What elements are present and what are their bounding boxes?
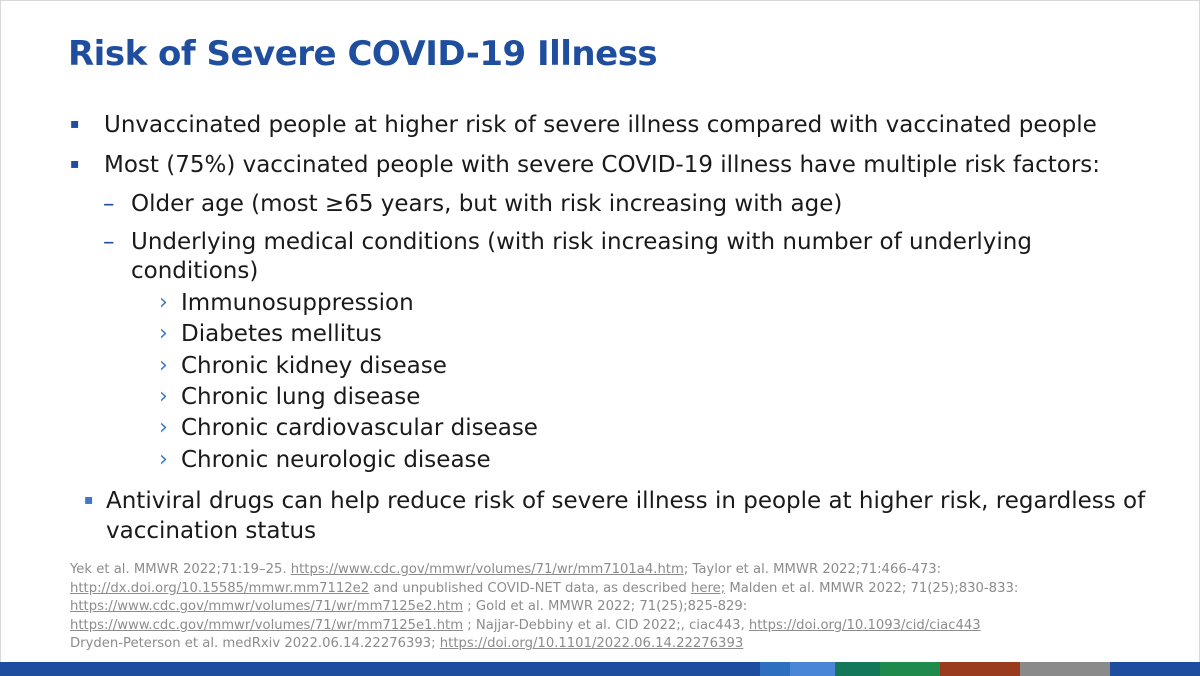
- square-bullet-icon: ▪: [70, 116, 80, 132]
- condition-label: Diabetes mellitus: [181, 321, 382, 347]
- reference-link[interactable]: https://www.cdc.gov/mmwr/volumes/71/wr/mm7101a4.htm: [290, 562, 684, 577]
- sub-bullet-text-line2: conditions): [131, 258, 259, 284]
- condition-item: [159, 413, 538, 443]
- square-bullet-icon: ▪: [84, 492, 94, 508]
- footer-bar-segment: [1110, 662, 1200, 676]
- condition-item: [159, 288, 414, 318]
- footer-bar-segment: [0, 662, 760, 676]
- bullet-text: Unvaccinated people at higher risk of severe illness compared with vaccinated people: [104, 112, 1097, 138]
- reference-line: [70, 635, 1150, 654]
- bullet-antivirals-cont: [106, 516, 316, 546]
- condition-item: [159, 382, 421, 412]
- reference-text: Dryden-Peterson et al. medRxiv 2022.06.14.22276393;: [70, 636, 440, 652]
- reference-link[interactable]: https://www.cdc.gov/mmwr/volumes/71/wr/mm7125e1.htm: [70, 617, 464, 633]
- condition-label: Chronic lung disease: [181, 384, 421, 410]
- footer-bar-segment: [1020, 662, 1110, 676]
- condition-item: [159, 445, 491, 475]
- footer-bar-segment: [760, 662, 790, 676]
- footer-bar-segment: [790, 662, 835, 676]
- footer-bar-segment: [940, 662, 1020, 676]
- reference-text: and unpublished COVID-NET data, as described: [369, 580, 691, 596]
- sub-bullet-text: Older age (most ≥65 years, but with risk increasing with age): [131, 191, 843, 217]
- bullet-text-line2: vaccination status: [106, 518, 317, 544]
- footer-bar-segment: [835, 662, 880, 676]
- chevron-right-icon: ›: [159, 353, 168, 378]
- footer-color-bar: [0, 662, 1200, 676]
- reference-text: ; Gold et al. MMWR 2022; 71(25);825-829:: [463, 599, 748, 615]
- reference-link[interactable]: http://dx.doi.org/10.15585/mmwr.mm7112e2: [70, 580, 370, 596]
- slide-title: Risk of Severe COVID-19 Illness: [68, 34, 658, 74]
- sub-bullet-medical-conditions: [103, 227, 1032, 257]
- chevron-right-icon: ›: [159, 447, 168, 472]
- bullet-text-line1: Antiviral drugs can help reduce risk of severe illness in people at higher risk, regardless of: [106, 488, 1146, 514]
- reference-text: ; Taylor et al. MMWR 2022;71:466-473:: [683, 562, 942, 577]
- dash-bullet-icon: –: [103, 229, 115, 255]
- chevron-right-icon: ›: [159, 384, 168, 409]
- reference-line: [70, 617, 1150, 636]
- sub-bullet-older-age: [103, 189, 843, 219]
- reference-line: [70, 561, 1150, 580]
- reference-text: Yek et al. MMWR 2022;71:19–25.: [70, 562, 287, 577]
- dash-bullet-icon: –: [103, 191, 115, 217]
- square-bullet-icon: ▪: [70, 156, 80, 172]
- reference-link[interactable]: https://doi.org/10.1093/cid/ciac443: [748, 617, 981, 633]
- condition-label: Chronic neurologic disease: [181, 447, 491, 473]
- reference-link[interactable]: https://doi.org/10.1101/2022.06.14.22276393: [439, 636, 744, 652]
- bullet-risk-factors: [70, 150, 1101, 180]
- condition-item: [159, 351, 447, 381]
- sub-bullet-medical-conditions-cont: [131, 256, 258, 286]
- references: [70, 561, 1150, 654]
- reference-line: [70, 598, 1150, 617]
- chevron-right-icon: ›: [159, 290, 168, 315]
- sub-bullet-text-line1: Underlying medical conditions (with risk increasing with number of underlying: [131, 229, 1032, 255]
- chevron-right-icon: ›: [159, 321, 168, 346]
- bullet-antivirals: [84, 486, 1146, 516]
- condition-label: Immunosuppression: [181, 290, 414, 316]
- reference-text: Malden et al. MMWR 2022; 71(25);830-833:: [725, 580, 1019, 596]
- condition-item: [159, 319, 382, 349]
- condition-label: Chronic cardiovascular disease: [181, 415, 538, 441]
- reference-line: [70, 580, 1150, 599]
- reference-link[interactable]: here;: [690, 580, 726, 596]
- bullet-text: Most (75%) vaccinated people with severe COVID-19 illness have multiple risk factors:: [104, 152, 1101, 178]
- bullet-unvaccinated: [70, 110, 1097, 140]
- reference-text: ; Najjar-Debbiny et al. CID 2022;, ciac443,: [463, 617, 749, 633]
- condition-label: Chronic kidney disease: [181, 353, 447, 379]
- chevron-right-icon: ›: [159, 415, 168, 440]
- footer-bar-segment: [880, 662, 940, 676]
- reference-link[interactable]: https://www.cdc.gov/mmwr/volumes/71/wr/mm7125e2.htm: [70, 599, 464, 615]
